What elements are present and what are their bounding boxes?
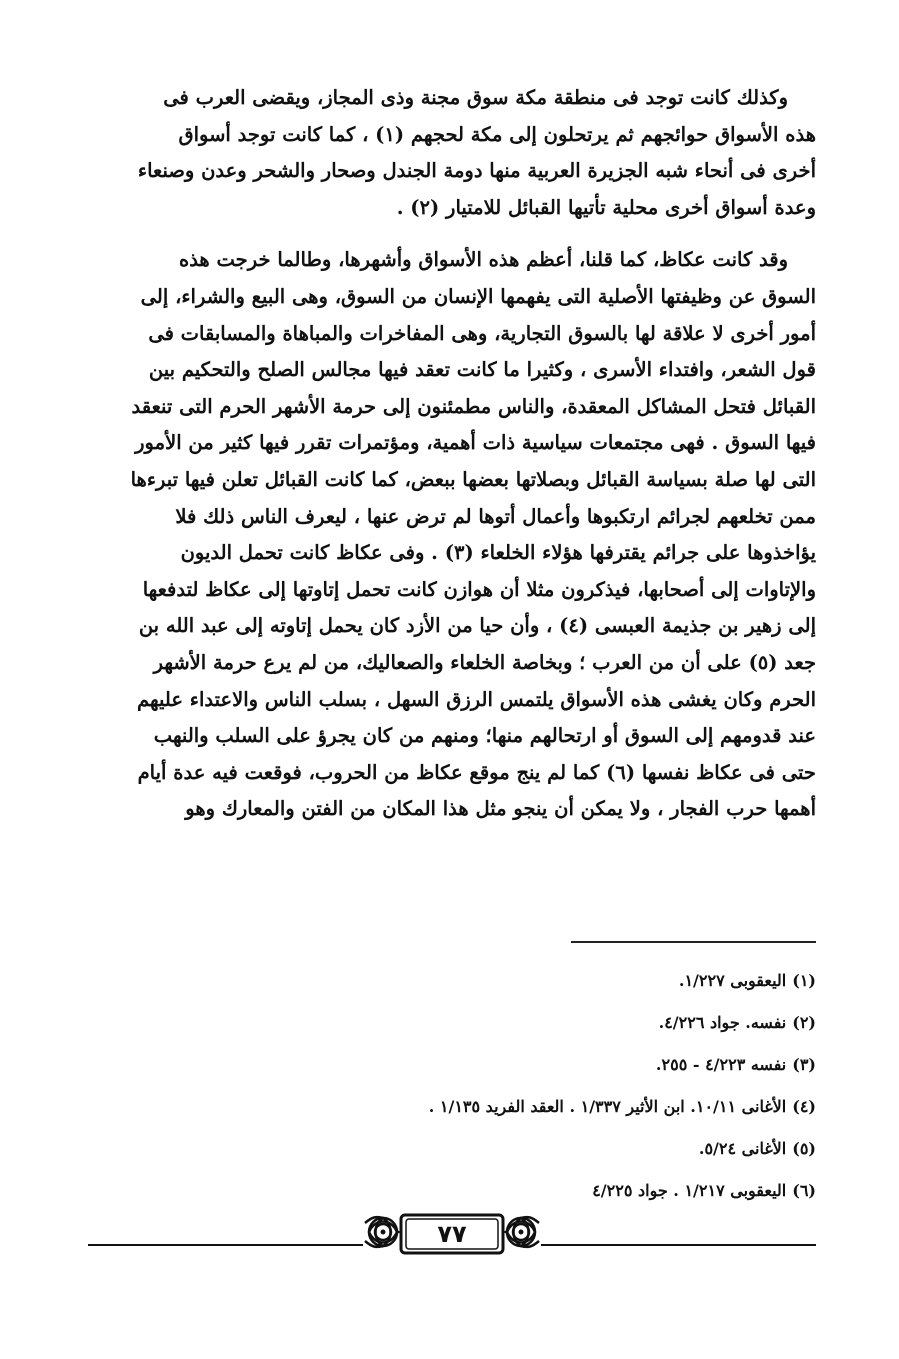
footnote-number: (٥) (792, 1139, 816, 1158)
footnote-text: الأغانى ٥/٢٤. (698, 1139, 787, 1158)
text-line: إلى زهير بن جذيمة العبسى (٤) ، وأن حيا من الأزد كان يحمل إتاوته إلى عبد الله بن (138, 614, 816, 638)
text-line: أخرى فى أنحاء شبه الجزيرة العربية منها دومة الجندل وصحار والشحر وعدن وصنعاء (137, 159, 816, 183)
page-number: ٧٧ (437, 1220, 467, 1248)
footnote-number: (٢) (792, 1013, 816, 1032)
footnote-text: نفسه. جواد ٤/٢٢٦. (658, 1013, 787, 1032)
footnote-item (81, 1170, 816, 1212)
footer-rule-left (88, 1244, 363, 1246)
text-line: أهمها حرب الفجار ، ولا يمكن أن ينجو مثل هذا المكان من الفتن والمعارك وهو (185, 797, 816, 821)
footnote-number: (١) (792, 971, 816, 990)
page-footer (88, 1208, 816, 1268)
text-line: القبائل فتحل المشاكل المعقدة، والناس مطمئنون إلى حرمة الأشهر الحرم التى تنعقد (131, 394, 816, 418)
footnote-item (81, 1086, 816, 1128)
arabesque-ornament-icon (363, 1208, 541, 1268)
text-line: الحرم وكان يغشى هذه الأسواق يلتمس الرزق السهل ، بسلب الناس والاعتداء عليهم (137, 687, 816, 711)
text-line: التى لها صلة بسياسة القبائل وبصلاتها بعضها ببعض، كما كانت القبائل تعلن فيها تبرءها (130, 467, 816, 491)
text-line: وكذلك كانت توجد فى منطقة مكة سوق مجنة وذى المجاز، ويقضى العرب فى (163, 86, 788, 109)
footnote-number: (٣) (792, 1055, 816, 1074)
text-line: قول الشعر، وافتداء الأسرى ، وكثيرا ما كانت تعقد فيها مجالس الصلح والتحكيم بين (148, 358, 816, 382)
text-line: جعد (٥) على أن من العرب ؛ وبخاصة الخلعاء والصعاليك، من لم يرع حرمة الأشهر (153, 650, 816, 674)
footnote-separator (571, 941, 816, 943)
footnote-item (81, 1002, 816, 1044)
text-line: فيها السوق . فهى مجتمعات سياسية ذات أهمية، ومؤتمرات تقرر فيها كثير من الأمور (135, 431, 816, 455)
footnote-text: اليعقوبى ١/٢١٧ . جواد ٤/٢٢٥ (592, 1181, 787, 1200)
footnote-number: (٤) (792, 1097, 816, 1116)
text-line: عند قدومهم إلى السوق أو ارتحالهم منها؛ ومنهم من كان يجرؤ على السلب والنهب (153, 724, 816, 748)
text-line: ممن تخلعهم لجرائم ارتكبوها وأعمال أتوها لم ترض عنها ، ليعرف الناس ذلك فلا (175, 504, 816, 528)
main-text (81, 80, 816, 828)
text-line: يؤاخذوها على جرائم يقترفها هؤلاء الخلعاء (٣) . وفى عكاظ كانت تحمل الديون (180, 541, 816, 565)
footnote-number: (٦) (792, 1181, 816, 1200)
footnote-text: اليعقوبى ١/٢٢٧. (678, 971, 787, 990)
text-line: أمور أخرى لا علاقة لها بالسوق التجارية، وهى المفاخرات والمباهاة والمسابقات فى (148, 321, 816, 345)
footnote-text: نفسه ٤/٢٢٣ - ٢٥٥. (655, 1055, 787, 1074)
footnote-text: الأغانى ١٠/١١. ابن الأثير ١/٣٣٧ . العقد الفريد ١/١٣٥ . (428, 1097, 787, 1116)
text-line: هذه الأسواق حوائجهم ثم يرتحلون إلى مكة لحجهم (١) ، كما كانت توجد أسواق (178, 122, 816, 146)
footnote-item (81, 1044, 816, 1086)
paragraph-2 (81, 242, 816, 828)
text-line: السوق عن وظيفتها الأصلية التى يفهمها الإنسان من السوق، وهى البيع والشراء، إلى (140, 284, 816, 308)
text-line: حتى فى عكاظ نفسها (٦) كما لم ينج موقع عكاظ من الحروب، فوقعت فيه عدة أيام (137, 760, 816, 784)
text-line: وقد كانت عكاظ، كما قلنا، أعظم هذه الأسواق وأشهرها، وطالما خرجت هذه (178, 248, 788, 272)
footnote-item (81, 960, 816, 1002)
footnotes (81, 960, 816, 1212)
footer-rule-right (541, 1244, 816, 1246)
text-line: والإتاوات إلى أصحابها، فيذكرون مثلا أن هوازن كانت تحمل إتاوتها إلى عكاظ لتدفعها (142, 577, 816, 601)
footnote-item (81, 1128, 816, 1170)
paragraph-1 (81, 80, 816, 226)
text-line: وعدة أسواق أخرى محلية تأتيها القبائل للامتيار (٢) . (396, 195, 816, 219)
